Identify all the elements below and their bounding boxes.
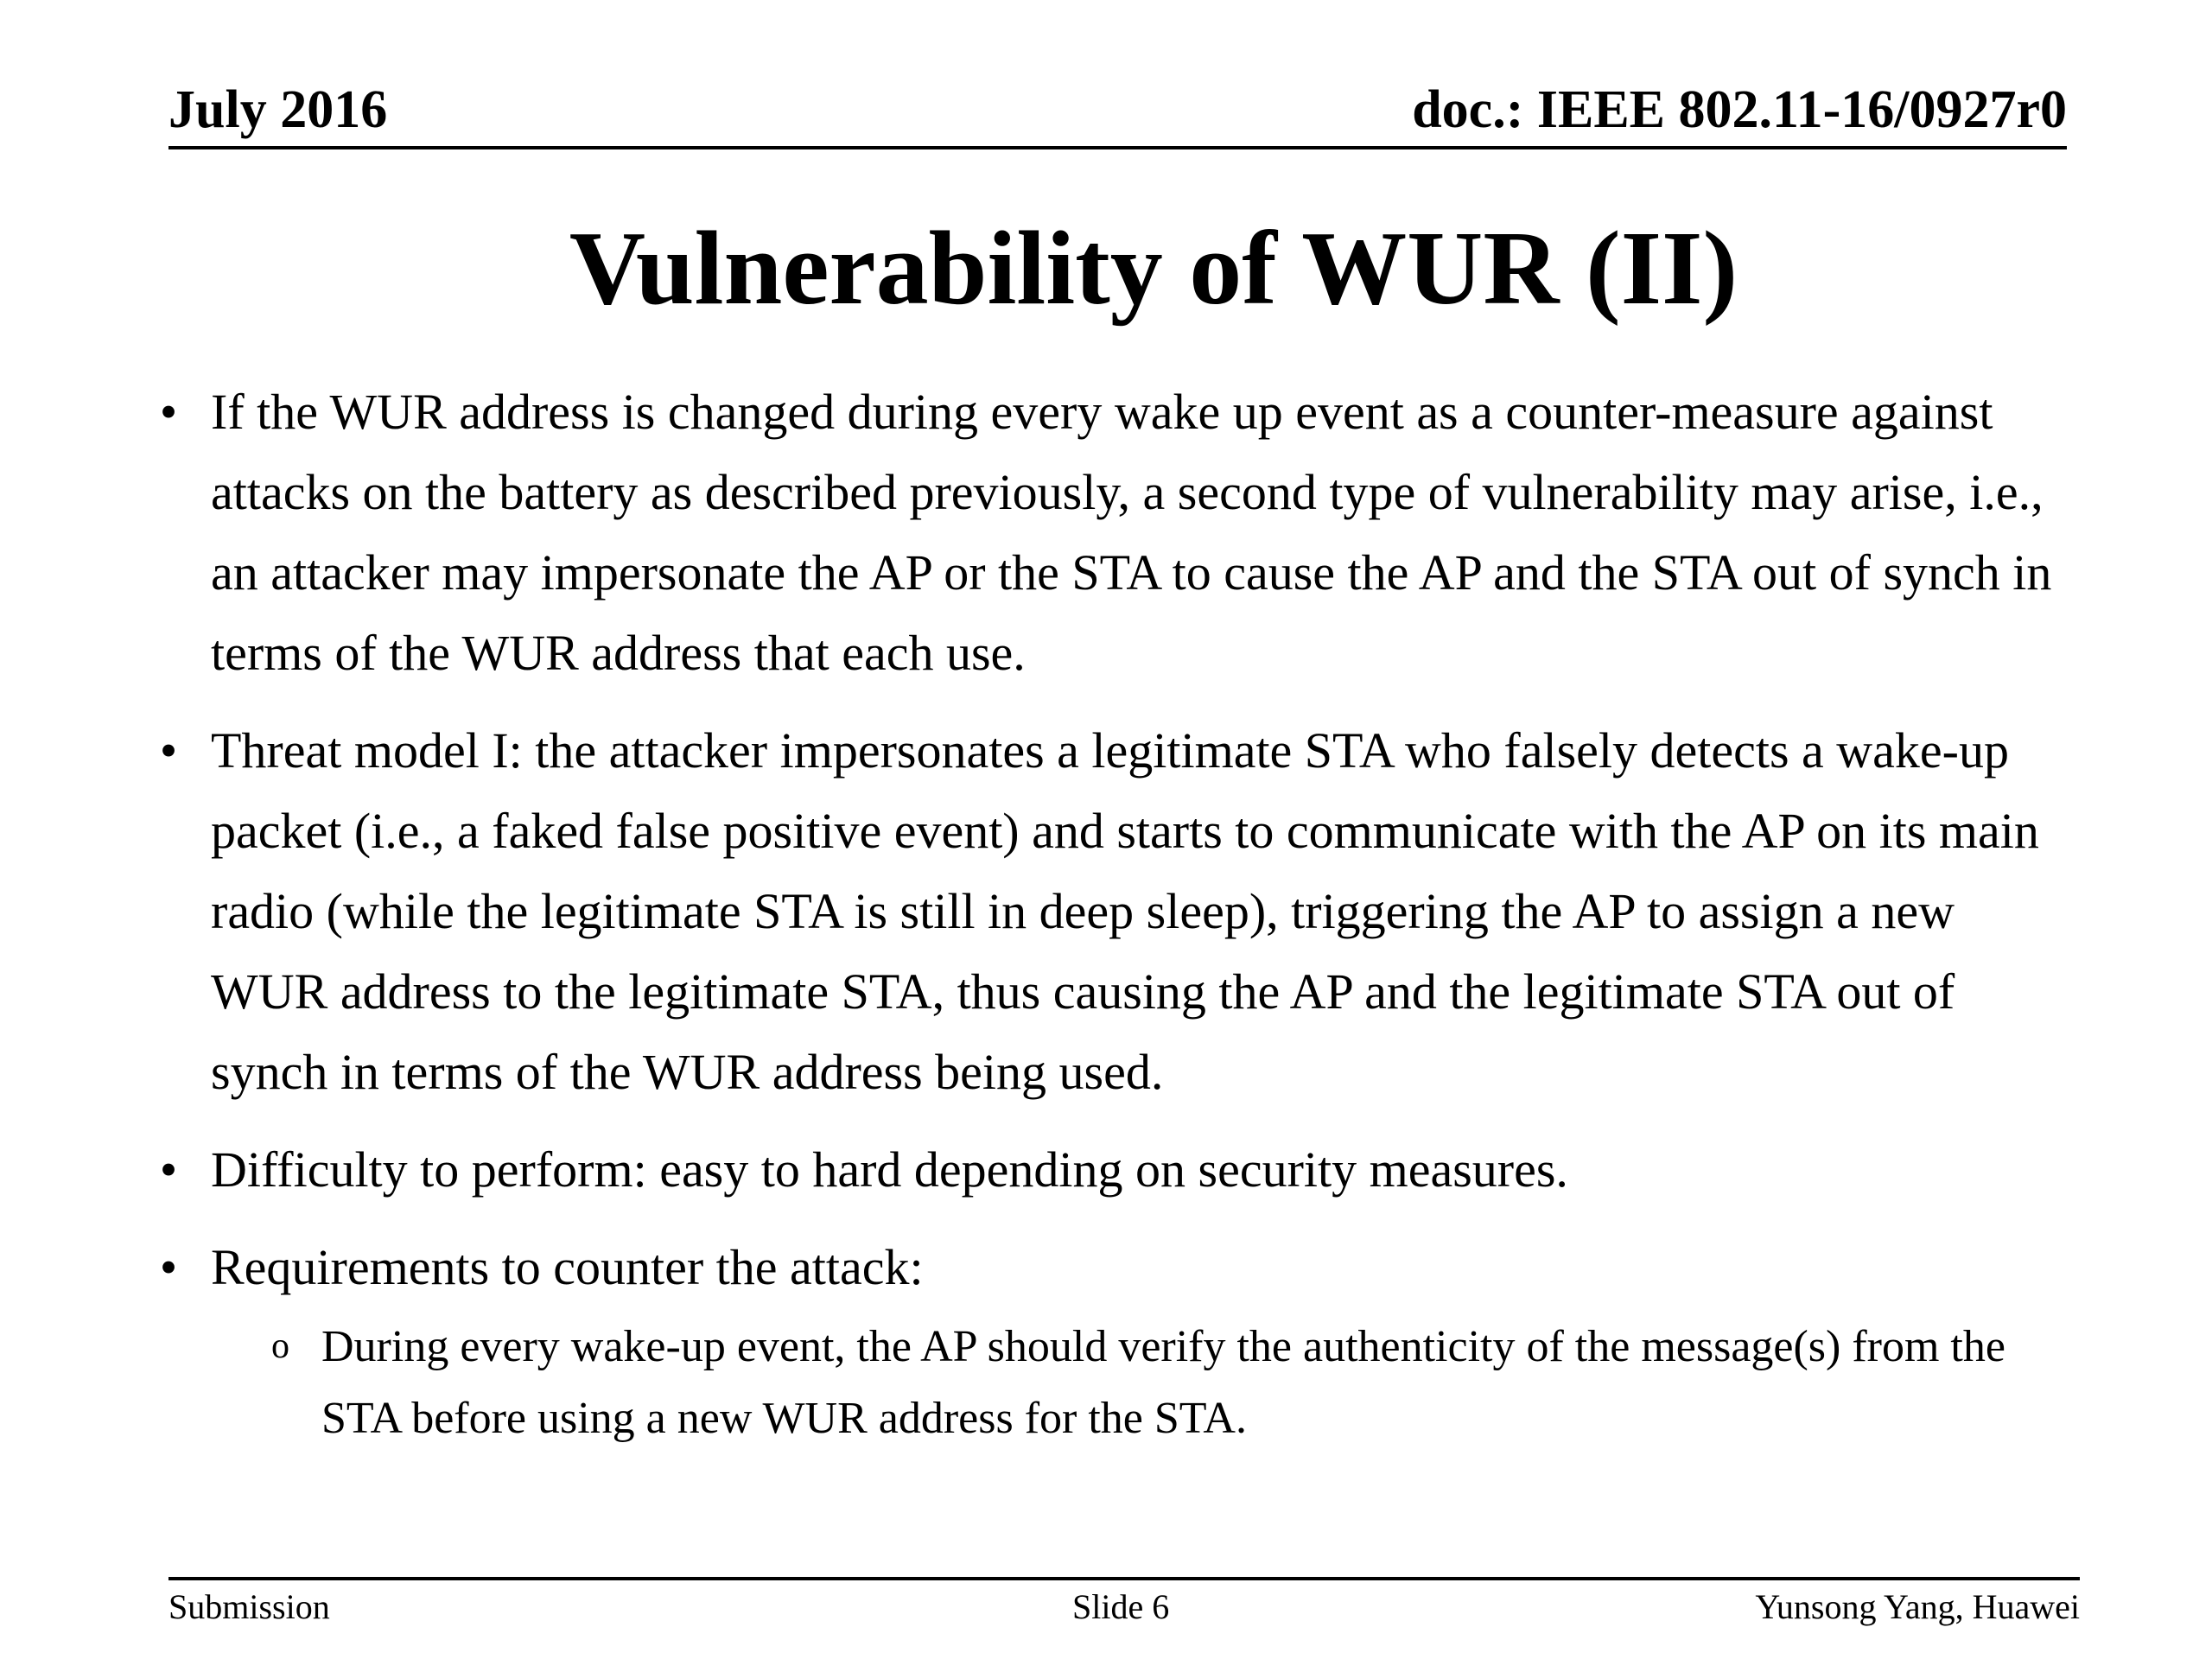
header-date: July 2016 xyxy=(168,80,388,139)
footer-submission: Submission xyxy=(168,1587,330,1626)
bullet-item xyxy=(156,1227,2082,1454)
bullet-text: Threat model I: the attacker impersonates a legitimate STA who falsely detects a wake-up packet (i.e., a faked false positive event) and starts to communicate with the AP on its main radio (while the legitimate STA is still in deep sleep), triggering the AP to assign a new WUR address to the legitimate STA, thus causing the AP and the legitimate STA out of synch in terms of the WUR address being used. xyxy=(211,722,2039,1100)
bullet-dot-icon: • xyxy=(159,1141,178,1198)
circle-bullet-icon: o xyxy=(271,1326,289,1366)
sub-bullet-item xyxy=(266,1311,2082,1454)
bullet-text: Requirements to counter the attack: xyxy=(211,1239,924,1295)
bullet-dot-icon: • xyxy=(159,384,178,440)
footer-divider xyxy=(168,1577,2080,1580)
bullet-item xyxy=(156,372,2082,693)
header-doc-id: doc.: IEEE 802.11-16/0927r0 xyxy=(1412,80,2067,139)
slide-body xyxy=(156,372,2082,1471)
bullet-text: Difficulty to perform: easy to hard depending on security measures. xyxy=(211,1141,1568,1198)
bullet-text: If the WUR address is changed during every wake up event as a counter-measure against attacks on the battery as described previously, a second type of vulnerability may arise, i.e., an attacker may impersonate the AP or the STA to cause the AP and the STA out of synch in terms of the WUR address that each use. xyxy=(211,384,2052,681)
slide-title: Vulnerability of WUR (II) xyxy=(569,210,1738,327)
sub-bullet-text: During every wake-up event, the AP should verify the authenticity of the message(s) from the STA before using a new WUR address for the STA. xyxy=(321,1322,2005,1443)
bullet-dot-icon: • xyxy=(159,722,178,779)
footer-slide-number: Slide 6 xyxy=(1072,1587,1170,1626)
bullet-item xyxy=(156,1129,2082,1210)
header-divider xyxy=(168,146,2067,149)
bullet-dot-icon: • xyxy=(159,1239,178,1295)
bullet-item xyxy=(156,710,2082,1112)
footer-author: Yunsong Yang, Huawei xyxy=(1755,1587,2080,1626)
